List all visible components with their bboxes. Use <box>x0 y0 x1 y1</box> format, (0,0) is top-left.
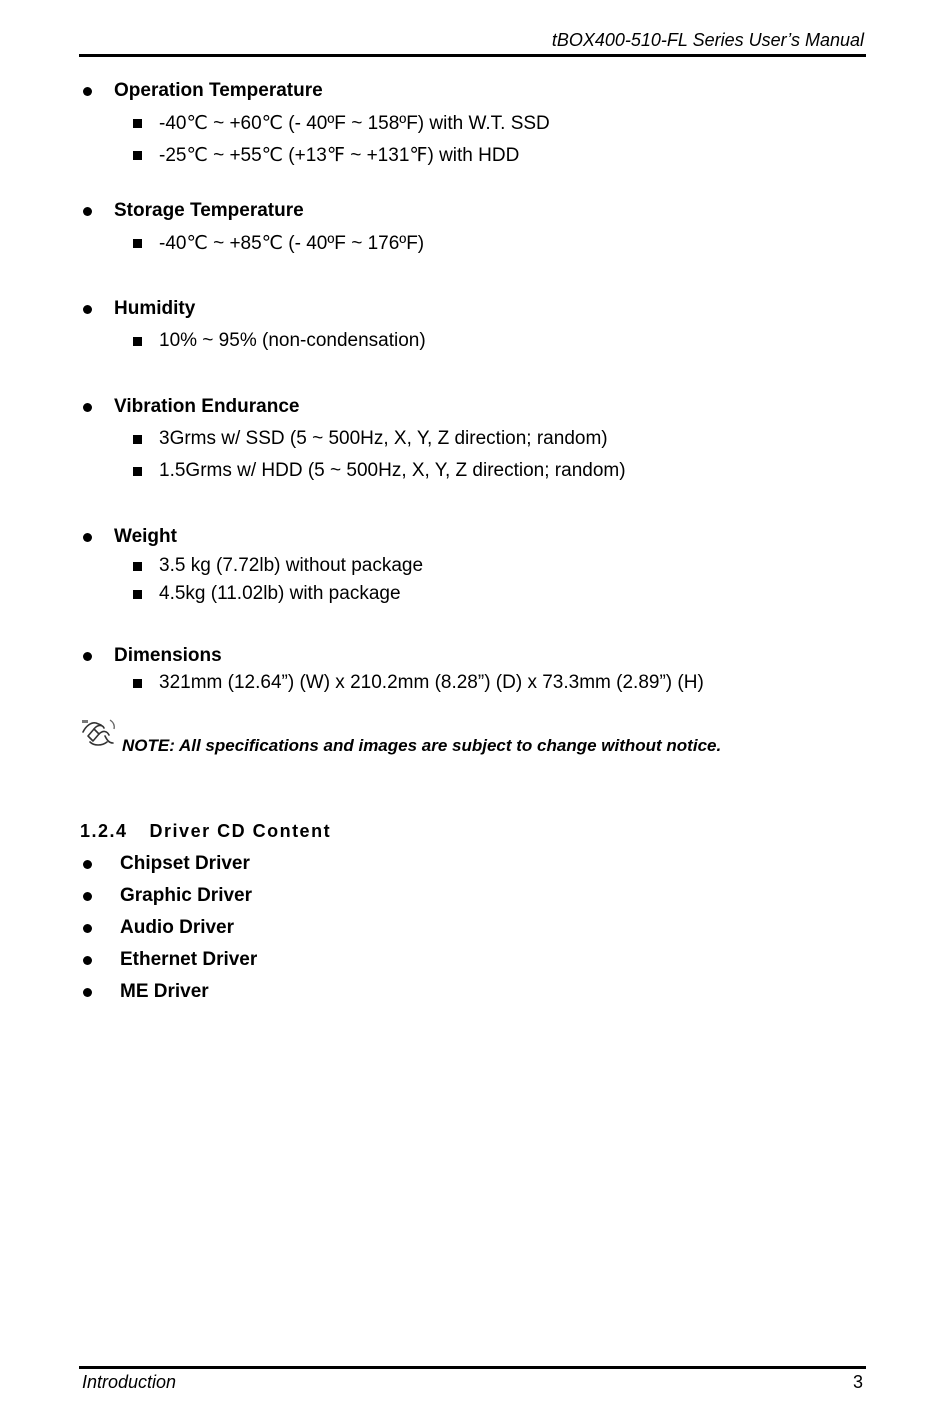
square-bullet-icon <box>133 590 142 599</box>
bullet-dot-icon <box>83 652 92 661</box>
spec-heading-operation-temperature: Operation Temperature <box>114 80 323 101</box>
subsection-heading <box>80 821 331 842</box>
spec-heading-storage-temperature: Storage Temperature <box>114 200 304 221</box>
bullet-dot-icon <box>83 892 92 901</box>
spec-heading-weight: Weight <box>114 526 177 547</box>
square-bullet-icon <box>133 119 142 128</box>
footer-section-name: Introduction <box>82 1372 177 1392</box>
spec-item: 3Grms w/ SSD (5 ~ 500Hz, X, Y, Z direction; random) <box>159 428 608 449</box>
driver-item-chipset: Chipset Driver <box>120 853 250 874</box>
driver-item-me: ME Driver <box>120 981 209 1002</box>
square-bullet-icon <box>133 151 142 160</box>
spec-heading-vibration-endurance: Vibration Endurance <box>114 396 300 417</box>
spec-heading-humidity: Humidity <box>114 298 196 319</box>
bullet-dot-icon <box>83 924 92 933</box>
square-bullet-icon <box>133 337 142 346</box>
bullet-dot-icon <box>83 533 92 542</box>
header-rule <box>79 54 866 57</box>
bullet-dot-icon <box>83 207 92 216</box>
bullet-dot-icon <box>83 860 92 869</box>
bullet-dot-icon <box>83 87 92 96</box>
subsection-number: 1.2.4 <box>80 821 128 841</box>
spec-item: 3.5 kg (7.72lb) without package <box>159 555 424 576</box>
square-bullet-icon <box>133 562 142 571</box>
square-bullet-icon <box>133 239 142 248</box>
driver-item-audio: Audio Driver <box>120 917 235 938</box>
footer-rule <box>79 1366 866 1369</box>
square-bullet-icon <box>133 679 142 688</box>
spec-item: -25℃ ~ +55℃ (+13℉ ~ +131℉) with HDD <box>159 145 520 166</box>
spec-item: -40℃ ~ +60℃ (- 40ºF ~ 158ºF) with W.T. SSD <box>159 113 550 134</box>
spec-item: 1.5Grms w/ HDD (5 ~ 500Hz, X, Y, Z direction; random) <box>159 460 626 481</box>
subsection-title: Driver CD Content <box>149 821 332 841</box>
bullet-dot-icon <box>83 305 92 314</box>
driver-item-graphic: Graphic Driver <box>120 885 252 906</box>
driver-item-ethernet: Ethernet Driver <box>120 949 258 970</box>
note-text: NOTE: All specifications and images are subject to change without notice. <box>122 736 722 755</box>
bullet-dot-icon <box>83 988 92 997</box>
spec-item: 10% ~ 95% (non-condensation) <box>159 330 426 351</box>
bullet-dot-icon <box>83 956 92 965</box>
bullet-dot-icon <box>83 403 92 412</box>
spec-heading-dimensions: Dimensions <box>114 645 222 666</box>
square-bullet-icon <box>133 467 142 476</box>
spec-item: 4.5kg (11.02lb) with package <box>159 583 401 604</box>
spec-item: -40℃ ~ +85℃ (- 40ºF ~ 176ºF) <box>159 233 425 254</box>
page-number: 3 <box>852 1372 863 1392</box>
square-bullet-icon <box>133 435 142 444</box>
document-header-title: tBOX400-510-FL Series User’s Manual <box>551 30 864 50</box>
spec-item: 321mm (12.64”) (W) x 210.2mm (8.28”) (D) x 73.3mm (2.89”) (H) <box>159 672 704 693</box>
note-hand-icon <box>80 716 118 750</box>
